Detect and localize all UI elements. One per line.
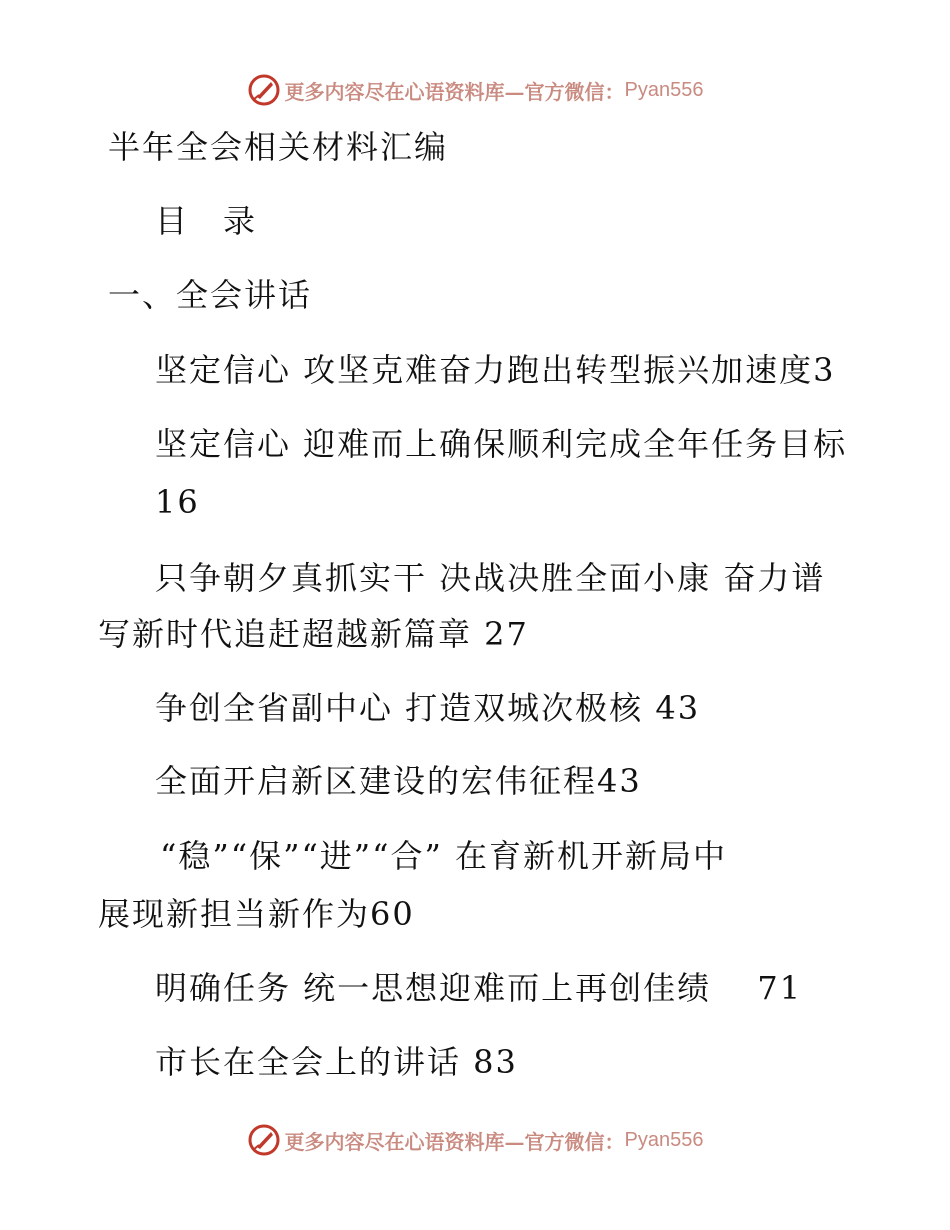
watermark-banner-top <box>0 70 950 110</box>
toc-heading: 目 录 <box>155 202 258 240</box>
toc-entry: 明确任务 统一思想迎难而上再创佳绩 71 <box>155 969 803 1007</box>
toc-entry: 只争朝夕真抓实干 决战决胜全面小康 奋力谱 <box>155 559 826 597</box>
toc-entry: 坚定信心 迎难而上确保顺利完成全年任务目标 <box>155 425 848 463</box>
toc-entry-continued: 16 <box>155 483 200 521</box>
toc-entry: “稳”“保”“进”“合” 在育新机开新局中 <box>160 837 728 875</box>
toc-entry: 坚定信心 攻坚克难奋力跑出转型振兴加速度3 <box>155 351 836 389</box>
toc-entry: 争创全省副中心 打造双城次极核 43 <box>155 689 701 727</box>
toc-entry: 市长在全会上的讲话 83 <box>155 1043 518 1081</box>
toc-entry-continued: 写新时代追赶超越新篇章 27 <box>98 615 529 653</box>
watermark-site-text: 更多内容尽在心语资料库—官方微信： <box>284 1129 625 1154</box>
watermark-site-text: 更多内容尽在心语资料库—官方微信： <box>284 79 625 104</box>
document-title: 半年全会相关材料汇编 <box>108 128 449 166</box>
watermark-banner-bottom <box>0 1120 950 1160</box>
watermark-wechat-id: Pyan556 <box>624 78 704 101</box>
quill-logo-icon <box>247 1123 281 1157</box>
quill-logo-icon <box>247 73 281 107</box>
toc-entry: 全面开启新区建设的宏伟征程43 <box>155 762 642 800</box>
section-heading: 一、全会讲话 <box>108 276 313 314</box>
watermark-wechat-id: Pyan556 <box>624 1128 704 1151</box>
toc-entry-continued: 展现新担当新作为60 <box>98 895 415 933</box>
